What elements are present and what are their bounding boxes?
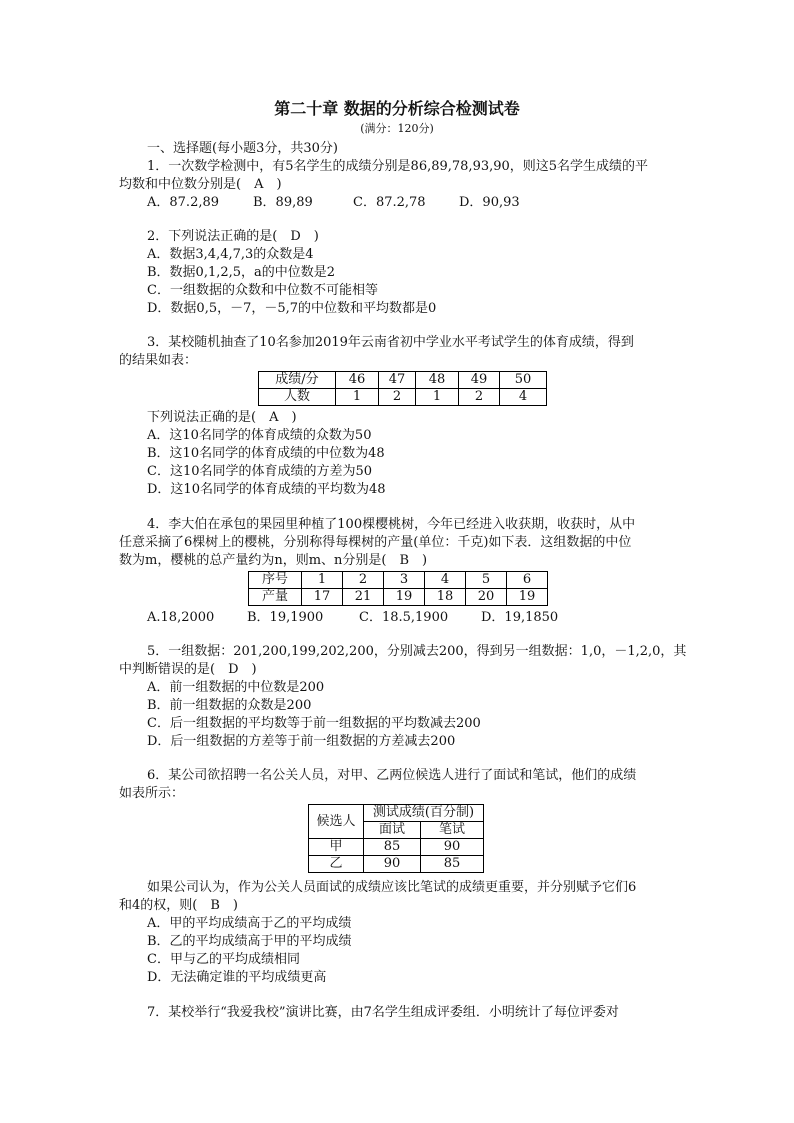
q3-line: 3．某校随机抽查了10名参加2019年云南省初中学业水平考试学生的体育成绩，得到 <box>147 335 634 350</box>
q5-option-d: D．后一组数据的方差等于前一组数据的方差减去200 <box>147 734 456 749</box>
q6-option-a: A．甲的平均成绩高于乙的平均成绩 <box>147 916 352 931</box>
option-b: B．89,89 <box>253 195 313 210</box>
table-cell: 46 <box>336 372 379 389</box>
q3-option-d: D．这10名同学的体育成绩的平均数为48 <box>147 482 386 497</box>
q6-line: 如表所示： <box>119 786 185 801</box>
table-cell: 2 <box>459 389 500 406</box>
q1-line: 均数和中位数分别是( A ) <box>119 177 282 192</box>
table-cell: 21 <box>343 589 384 606</box>
table-cell: 测试成绩(百分制) <box>364 805 484 822</box>
table-cell: 序号 <box>249 572 302 589</box>
table-cell: 4 <box>500 389 547 406</box>
q2-option-c: C．一组数据的众数和中位数不可能相等 <box>147 283 378 298</box>
table-cell: 18 <box>425 589 466 606</box>
table-cell: 90 <box>364 856 421 873</box>
q3-option-a: A．这10名同学的体育成绩的众数为50 <box>147 428 372 443</box>
q6-option-d: D．无法确定谁的平均成绩更高 <box>147 970 327 985</box>
table-cell: 乙 <box>309 856 364 873</box>
table-cell: 20 <box>466 589 507 606</box>
table-cell: 甲 <box>309 839 364 856</box>
option-a: A．87.2,89 <box>147 195 220 210</box>
table-cell: 5 <box>466 572 507 589</box>
table-cell: 19 <box>384 589 425 606</box>
q1-line: 1．一次数学检测中，有5名学生的成绩分别是86,89,78,93,90，则这5名学生成绩的平 <box>147 159 649 174</box>
q6-option-b: B．乙的平均成绩高于甲的平均成绩 <box>147 934 352 949</box>
full-score-note: (满分：120分) <box>360 122 434 135</box>
table-cell: 85 <box>364 839 421 856</box>
section-heading: 一、选择题(每小题3分，共30分) <box>147 141 338 156</box>
table-cell: 90 <box>421 839 484 856</box>
table-cell: 候选人 <box>309 805 364 839</box>
q2-option-a: A．数据3,4,4,7,3的众数是4 <box>147 247 314 262</box>
q2-option-d: D．数据0,5，－7，－5,7的中位数和平均数都是0 <box>147 301 437 316</box>
q3-option-b: B．这10名同学的体育成绩的中位数为48 <box>147 446 385 461</box>
q4-line: 4．李大伯在承包的果园里种植了100棵樱桃树，今年已经进入收获期，收获时，从中 <box>147 517 636 532</box>
table-cell: 6 <box>507 572 548 589</box>
q5-option-c: C．后一组数据的平均数等于前一组数据的平均数减去200 <box>147 716 481 731</box>
table-cell: 面试 <box>364 822 421 839</box>
q4-yield-table <box>248 571 548 606</box>
q5-option-b: B．前一组数据的众数是200 <box>147 698 312 713</box>
table-cell: 2 <box>343 572 384 589</box>
q5-line: 5．一组数据：201,200,199,202,200，分别减去200，得到另一组数据：1,0，－1,2,0，其 <box>147 644 687 659</box>
q5-option-a: A．前一组数据的中位数是200 <box>147 680 325 695</box>
page-title: 第二十章 数据的分析综合检测试卷 <box>274 99 520 118</box>
option-c: C．87.2,78 <box>353 195 426 210</box>
table-cell: 48 <box>416 372 459 389</box>
table-cell: 人数 <box>259 389 336 406</box>
q6-line: 和4的权，则( B ) <box>119 898 238 913</box>
option-b: B．19,1900 <box>247 610 324 625</box>
q4-line: 任意采摘了6棵树上的樱桃，分别称得每棵树的产量(单位：千克)如下表．这组数据的中位 <box>119 535 632 550</box>
table-cell: 产量 <box>249 589 302 606</box>
q6-line: 6．某公司欲招聘一名公关人员，对甲、乙两位候选人进行了面试和笔试，他们的成绩 <box>147 768 637 783</box>
table-cell: 17 <box>302 589 343 606</box>
q3-line: 的结果如表： <box>119 353 198 368</box>
table-cell: 1 <box>302 572 343 589</box>
table-cell: 19 <box>507 589 548 606</box>
table-cell: 笔试 <box>421 822 484 839</box>
q2-stem: 2．下列说法正确的是( D ) <box>147 229 319 244</box>
table-cell: 85 <box>421 856 484 873</box>
q6-line: 如果公司认为，作为公关人员面试的成绩应该比笔试的成绩更重要，并分别赋予它们6 <box>147 880 637 895</box>
q3-stem: 下列说法正确的是( A ) <box>147 410 297 425</box>
table-cell: 4 <box>425 572 466 589</box>
table-cell: 47 <box>379 372 416 389</box>
q6-candidate-table <box>308 804 484 873</box>
q3-score-table <box>258 371 547 406</box>
table-cell: 2 <box>379 389 416 406</box>
q7-line: 7．某校举行“我爱我校”演讲比赛，由7名学生组成评委组．小明统计了每位评委对 <box>147 1005 619 1020</box>
q5-line: 中判断错误的是( D ) <box>119 662 257 677</box>
option-a: A.18,2000 <box>147 610 215 625</box>
table-cell: 49 <box>459 372 500 389</box>
option-d: D．90,93 <box>459 195 520 210</box>
option-c: C．18.5,1900 <box>359 610 449 625</box>
table-cell: 1 <box>416 389 459 406</box>
table-cell: 1 <box>336 389 379 406</box>
q6-option-c: C．甲与乙的平均成绩相同 <box>147 952 300 967</box>
table-cell: 3 <box>384 572 425 589</box>
option-d: D．19,1850 <box>481 610 559 625</box>
q2-option-b: B．数据0,1,2,5，a的中位数是2 <box>147 265 336 280</box>
table-cell: 50 <box>500 372 547 389</box>
q4-line: 数为m，樱桃的总产量约为n，则m、n分别是( B ) <box>119 553 428 568</box>
table-cell: 成绩/分 <box>259 372 336 389</box>
q3-option-c: C．这10名同学的体育成绩的方差为50 <box>147 464 373 479</box>
